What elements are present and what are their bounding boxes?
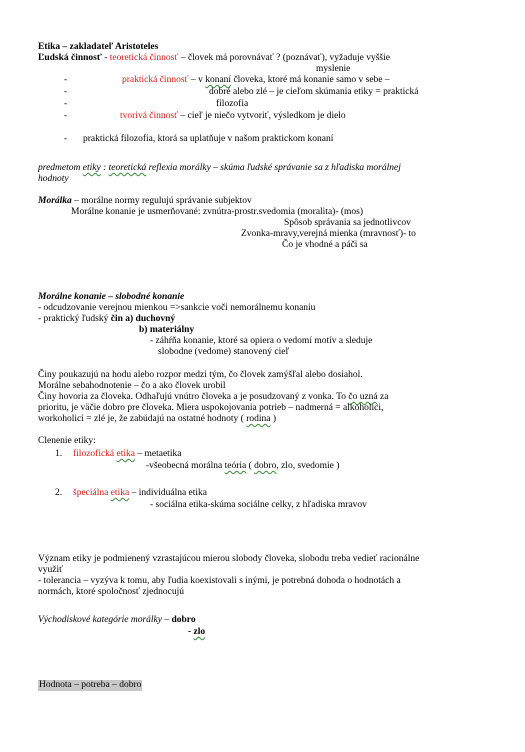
free-action-line5: slobodne (vedome) stanovený cieľ	[158, 347, 290, 357]
category-evil	[188, 627, 205, 638]
list-number: 1.	[55, 449, 63, 459]
list-dash: -	[64, 75, 68, 85]
division-item1-sub	[146, 461, 339, 472]
list-dash: -	[64, 99, 68, 109]
morality-line5: Čo je vhodné a páči sa	[282, 240, 368, 250]
human-activity-line	[38, 53, 390, 64]
creative-activity: tvorivá činnosť	[120, 111, 179, 121]
human-activity-label: Ľudská činnosť	[38, 53, 102, 63]
division-item2-sub: - sociálna etika-skúma sociálne celky, z hľadiska mravov	[150, 500, 367, 510]
categories-line	[38, 615, 196, 626]
theoretical-activity-desc: – človek má porovnávať ? (poznávať), vyžaduje vyššie	[178, 53, 390, 63]
list-number: 2.	[55, 488, 63, 498]
practical-activity-line3: filozofia	[216, 99, 249, 109]
spellcheck-word: zlo	[193, 627, 206, 637]
text-run: – metaetika	[135, 449, 182, 459]
theoretical-activity: teoretická činnosť	[109, 53, 179, 63]
text-run: reflexia morálky – skúma ľudské správanie sa z hľadiska morálnej	[146, 163, 401, 173]
spellcheck-word: čo uzná	[348, 392, 378, 402]
text-run: predmetom	[38, 163, 83, 173]
separator: -	[101, 53, 110, 63]
significance-line2: využiť	[38, 565, 64, 575]
creative-activity-desc: – cieľ je niečo vytvoriť, výsledkom je dielo	[178, 111, 346, 121]
practical-philosophy-line: praktická filozofia, ktorá sa uplatňuje v našom praktickom konaní	[83, 134, 334, 144]
para-line5	[38, 414, 276, 425]
division-item2	[73, 488, 207, 499]
text-run: – v	[188, 75, 206, 85]
spellcheck-word: teória	[224, 461, 247, 471]
division-item1	[73, 449, 181, 460]
separator: –	[161, 615, 172, 625]
text-run: -	[188, 627, 194, 637]
free-action-line1: - odcudzovanie verejnou mienkou =>sankcie voči nemorálnemu konaniu	[38, 303, 316, 313]
text-run: (	[246, 461, 255, 471]
text-run: Činy hovoria za človeka. Odhaľujú vnútro človeka a je posudzovaný z vonka. To	[38, 392, 349, 402]
spellcheck-word: etiky	[82, 163, 101, 173]
morality-line3: Spôsob správania sa jednotlivcov	[284, 218, 411, 228]
list-dash: -	[64, 87, 68, 97]
morality-label: Morálka	[38, 196, 72, 206]
morality-line2: Morálne konanie je usmerňované: zvnútra-prostr.svedomia (moralita)- (mos)	[71, 207, 364, 217]
text-run: )	[270, 414, 277, 424]
list-dash: -	[64, 111, 68, 121]
free-action-line4: - záhŕňa konanie, ktoré sa opiera o vedomí motív a sleduje	[150, 336, 373, 346]
free-action-title: Morálne konanie – slobodné konanie	[38, 292, 185, 302]
practical-activity-line2: dobré alebo zlé – je cieľom skúmania etiky = praktická	[209, 87, 419, 97]
theoretical-activity-cont: myslenie	[316, 64, 351, 74]
para-line3	[38, 392, 388, 403]
practical-activity-line	[122, 75, 390, 86]
division-label: Clenenie etiky:	[38, 436, 96, 446]
categories-label: Východiskové kategórie morálky	[38, 615, 162, 625]
significance-line3: - tolerancia – vyzýva k tomu, aby ľudia koexistovali s inými, je potrebná dohoda o hodnotách a	[38, 576, 401, 586]
category-good: dobro	[171, 615, 196, 625]
morality-desc: – morálne normy regulujú správanie subjektov	[71, 196, 252, 206]
text-run: - praktický ľudský	[38, 314, 111, 324]
significance-line4: normách, ktoré spoločnosť zjednocujú	[38, 587, 184, 597]
para-line2: Morálne sebahodnotenie – čo a ako človek urobil	[38, 381, 226, 391]
subject-line	[38, 163, 401, 174]
spellcheck-word: dobro	[254, 461, 277, 471]
spellcheck-word: etika	[110, 488, 130, 498]
para-line1: Činy poukazujú na hodu alebo rozpor medzi tým, čo človek zamýšľal alebo dosiahol.	[38, 370, 363, 380]
deed-spiritual: čin a) duchovný	[110, 314, 176, 324]
spellcheck-word: teoretická	[108, 163, 147, 173]
document-title: Etika – zakladateľ Aristoteles	[38, 42, 159, 52]
spellcheck-word: rodina	[246, 414, 271, 424]
morality-line	[38, 196, 252, 207]
value-need-good-line: Hodnota – potreba – dobro	[39, 680, 142, 690]
text-run: , zlo, svedomie )	[276, 461, 340, 471]
practical-activity: praktická činnosť	[122, 75, 189, 85]
text-run: -všeobecná morálna	[146, 461, 225, 471]
morality-line4: Zvonka-mravy,verejná mienka (mravnosť)- to	[241, 229, 416, 239]
para-line4: prioritu, je väčie dobro pre človeka. Miera uspokojovania potrieb – nadmerná = alkoholici,	[38, 403, 384, 413]
text-run: – individuálna etika	[129, 488, 208, 498]
text-run: filozofická	[73, 449, 117, 459]
text-run: za	[377, 392, 389, 402]
spellcheck-word: etika	[116, 449, 135, 459]
text-run: človeka, ktoré má konanie samo v sebe –	[231, 75, 390, 85]
text-run: špeciálna	[73, 488, 111, 498]
text-run: :	[100, 163, 109, 173]
spellcheck-word: konaní	[205, 75, 232, 85]
creative-activity-line	[120, 111, 346, 122]
deed-material: b) materiálny	[139, 325, 195, 335]
free-action-line2	[38, 314, 175, 325]
list-dash: -	[64, 134, 68, 144]
subject-line2: hodnoty	[38, 174, 69, 184]
text-run: workoholici = zlé je, že zabúdajú na ostatné hodnoty (	[38, 414, 247, 424]
significance-line1: Význam etiky je podmienený vzrastajúcou mierou slobody človeka, slobodu treba vedieť racionálne	[38, 554, 420, 564]
